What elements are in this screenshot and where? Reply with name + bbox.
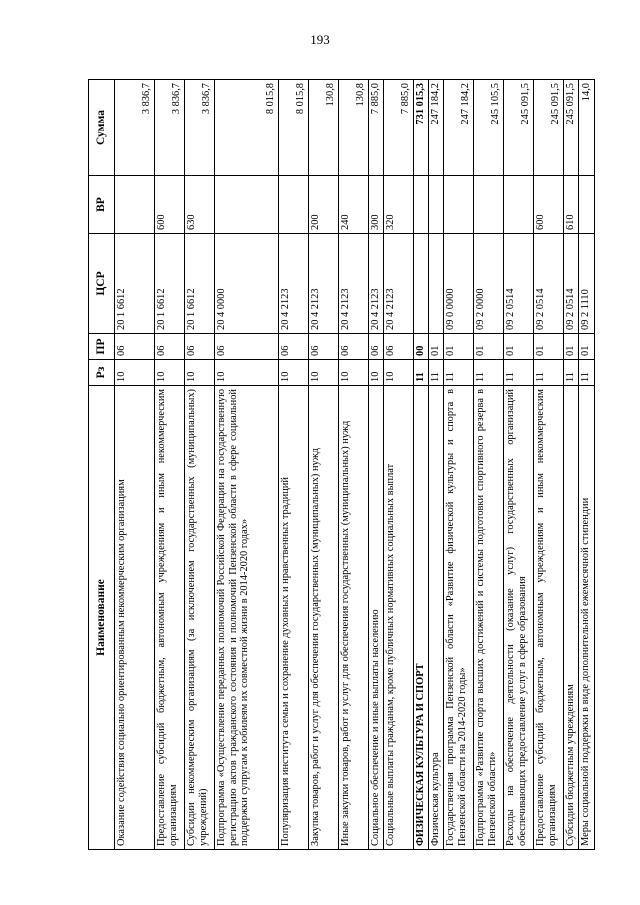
cell-vr: 300 [369, 176, 384, 234]
cell-csr [429, 234, 444, 334]
cell-name: Предоставление субсидий бюджетным, автономным учреждениям и иным некоммерческим организациям [534, 386, 564, 850]
cell-rz: 11 [429, 360, 444, 386]
cell-pr: 06 [155, 334, 185, 360]
table-row [504, 80, 534, 850]
table-row [384, 80, 414, 850]
header-rz: Рз [89, 360, 115, 386]
cell-pr: 01 [564, 334, 579, 360]
cell-csr: 09 2 0514 [534, 234, 564, 334]
cell-rz: 10 [155, 360, 185, 386]
cell-name: Субсидии некоммерческим организациям (за исключением государственных (муниципальных) учреждений) [185, 386, 215, 850]
cell-rz: 11 [504, 360, 534, 386]
cell-sum: 245 091,5 [504, 80, 534, 176]
cell-sum: 3 836,7 [155, 80, 185, 176]
cell-rz: 11 [534, 360, 564, 386]
cell-sum: 130,8 [339, 80, 369, 176]
cell-sum: 245 091,5 [534, 80, 564, 176]
cell-vr: 600 [534, 176, 564, 234]
cell-name: Оказание содействия социально ориентированным некоммерческим организациям [115, 386, 155, 850]
cell-sum: 7 885,0 [384, 80, 414, 176]
cell-pr: 06 [185, 334, 215, 360]
cell-sum: 14,0 [579, 80, 595, 176]
table-row [155, 80, 185, 850]
cell-pr: 01 [579, 334, 595, 360]
table-row [414, 80, 429, 850]
cell-rz: 10 [339, 360, 369, 386]
cell-vr [115, 176, 155, 234]
cell-pr: 01 [504, 334, 534, 360]
cell-vr: 600 [155, 176, 185, 234]
cell-rz: 10 [369, 360, 384, 386]
cell-sum: 247 184,2 [429, 80, 444, 176]
cell-csr: 20 4 2123 [309, 234, 339, 334]
table-row [474, 80, 504, 850]
cell-vr [279, 176, 309, 234]
cell-vr [444, 176, 474, 234]
cell-pr: 06 [384, 334, 414, 360]
header-name: Наименование [89, 386, 115, 850]
cell-pr: 06 [279, 334, 309, 360]
cell-pr: 01 [444, 334, 474, 360]
table-row [579, 80, 595, 850]
cell-csr: 20 1 6612 [155, 234, 185, 334]
table-body [115, 80, 595, 850]
table-row [185, 80, 215, 850]
cell-name: Физическая культура [429, 386, 444, 850]
cell-rz: 11 [474, 360, 504, 386]
cell-name: Предоставление субсидий бюджетным, автономным учреждениям и иным некоммерческим организациям [155, 386, 185, 850]
cell-csr: 09 0 0000 [444, 234, 474, 334]
cell-pr: 00 [414, 334, 429, 360]
cell-pr: 01 [534, 334, 564, 360]
cell-name: Популяризация института семьи и сохранение духовных и нравственных традиций [279, 386, 309, 850]
cell-pr: 01 [429, 334, 444, 360]
cell-vr: 610 [564, 176, 579, 234]
cell-name: ФИЗИЧЕСКАЯ КУЛЬТУРА И СПОРТ [414, 386, 429, 850]
cell-sum: 247 184,2 [444, 80, 474, 176]
cell-rz: 10 [309, 360, 339, 386]
cell-csr: 20 4 2123 [339, 234, 369, 334]
cell-vr: 630 [185, 176, 215, 234]
cell-pr: 06 [215, 334, 279, 360]
table-row [429, 80, 444, 850]
cell-pr: 01 [474, 334, 504, 360]
cell-name: Иные закупки товаров, работ и услуг для обеспечения государственных (муниципальных) нужд [339, 386, 369, 850]
rotated-table-container [88, 80, 593, 850]
cell-rz: 11 [579, 360, 595, 386]
table-row [534, 80, 564, 850]
table-row [369, 80, 384, 850]
cell-vr [474, 176, 504, 234]
cell-csr: 20 4 2123 [384, 234, 414, 334]
cell-sum: 130,8 [309, 80, 339, 176]
header-vr: ВР [89, 176, 115, 234]
table-row [309, 80, 339, 850]
cell-vr: 240 [339, 176, 369, 234]
table-row [444, 80, 474, 850]
table-row [279, 80, 309, 850]
cell-csr: 20 1 6612 [115, 234, 155, 334]
cell-vr [429, 176, 444, 234]
cell-vr: 200 [309, 176, 339, 234]
table-header-row [89, 80, 115, 850]
cell-vr [215, 176, 279, 234]
cell-name: Государственная программа Пензенской области «Развитие физической культуры и спорта в Пензенской области на 2014-2020 годы» [444, 386, 474, 850]
cell-rz: 10 [115, 360, 155, 386]
cell-csr: 20 4 2123 [369, 234, 384, 334]
cell-rz: 10 [215, 360, 279, 386]
cell-pr: 06 [339, 334, 369, 360]
cell-csr: 09 2 0514 [564, 234, 579, 334]
cell-name: Субсидии бюджетным учреждениям [564, 386, 579, 850]
cell-rz: 11 [564, 360, 579, 386]
cell-pr: 06 [115, 334, 155, 360]
cell-rz: 10 [384, 360, 414, 386]
cell-vr: 320 [384, 176, 414, 234]
cell-name: Социальное обеспечение и иные выплаты населению [369, 386, 384, 850]
cell-sum: 7 885,0 [369, 80, 384, 176]
cell-sum: 3 836,7 [115, 80, 155, 176]
cell-csr [414, 234, 429, 334]
table-row [339, 80, 369, 850]
table-row [215, 80, 279, 850]
cell-sum: 245 091,5 [564, 80, 579, 176]
header-sum: Сумма [89, 80, 115, 176]
cell-rz: 11 [414, 360, 429, 386]
cell-sum: 731 015,3 [414, 80, 429, 176]
cell-sum: 245 105,5 [474, 80, 504, 176]
cell-vr [504, 176, 534, 234]
table-row [115, 80, 155, 850]
budget-table [88, 79, 595, 850]
cell-csr: 20 4 0000 [215, 234, 279, 334]
cell-pr: 06 [369, 334, 384, 360]
header-csr: ЦСР [89, 234, 115, 334]
cell-rz: 10 [279, 360, 309, 386]
cell-rz: 10 [185, 360, 215, 386]
cell-name: Подпрограмма «Развитие спорта высших достижений и системы подготовки спортивного резерва в Пензенской области» [474, 386, 504, 850]
cell-name: Подпрограмма «Осуществление переданных полномочий Российской Федерации на государственную регистрацию актов гражданского состояния и полномочий Пензенской области в сфере социальной поддержки супругам к юбилеям их совместной жизни в 2014-2020 годах» [215, 386, 279, 850]
cell-name: Социальные выплаты гражданам, кроме публичных нормативных социальных выплат [384, 386, 414, 850]
cell-sum: 3 836,7 [185, 80, 215, 176]
cell-sum: 8 015,8 [215, 80, 279, 176]
header-pr: ПР [89, 334, 115, 360]
cell-csr: 09 2 1110 [579, 234, 595, 334]
page-number: 193 [310, 32, 330, 47]
cell-csr: 20 1 6612 [185, 234, 215, 334]
cell-csr: 09 2 0000 [474, 234, 504, 334]
cell-name: Меры социальной поддержки в виде дополнительной ежемесячной стипендии [579, 386, 595, 850]
table-row [564, 80, 579, 850]
cell-name: Расходы на обеспечение деятельности (оказание услуг) государственных организаций обеспечивающих предоставление услуг в сфере образования [504, 386, 534, 850]
cell-vr [579, 176, 595, 234]
cell-vr [414, 176, 429, 234]
cell-csr: 20 4 2123 [279, 234, 309, 334]
cell-rz: 11 [444, 360, 474, 386]
cell-sum: 8 015,8 [279, 80, 309, 176]
cell-name: Закупка товаров, работ и услуг для обеспечения государственных (муниципальных) нужд [309, 386, 339, 850]
cell-pr: 06 [309, 334, 339, 360]
cell-csr: 09 2 0514 [504, 234, 534, 334]
